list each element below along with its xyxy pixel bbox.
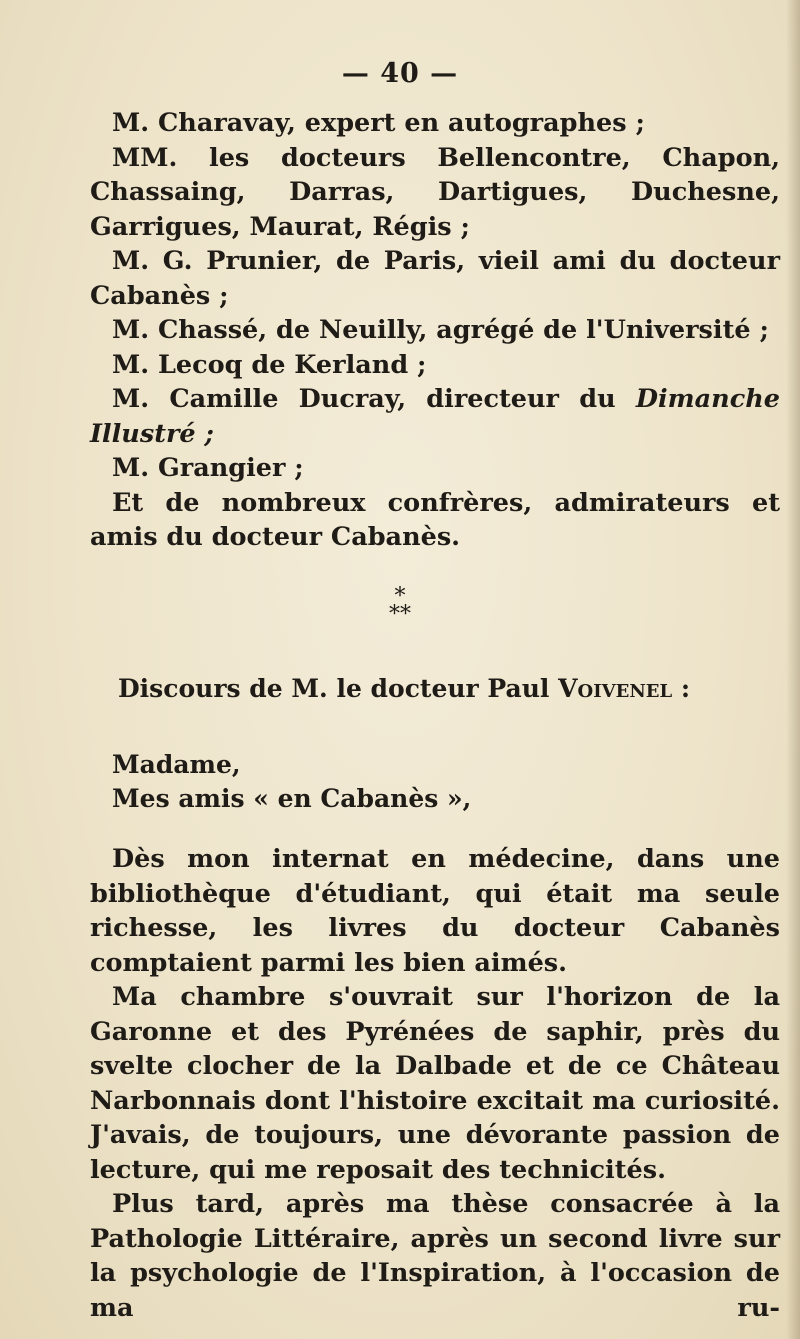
speech-title-prefix: Discours de M. le docteur Paul — [118, 674, 559, 703]
list-item: MM. les docteurs Bellencontre, Chapon, Chassaing, Darras, Dartigues, Duchesne, Garrigues, Maurat, Régis ; — [90, 142, 780, 242]
paragraph: Ma chambre s'ouvrait sur l'horizon de la Garonne et des Pyrénées de saphir, près du svelte clocher de la Dalbade et de ce Château Narbonnais dont l'histoire excitait ma curiosité. J'avais, de toujours, une dévorante passion de lecture, qui me reposait des technicités. — [90, 982, 780, 1185]
list-item: M. Chassé, de Neuilly, agrégé de l'Université ; — [112, 315, 769, 345]
page-edge-shadow — [786, 0, 800, 1339]
list-item: Et de nombreux confrères, admirateurs et amis du docteur Cabanès. — [90, 487, 780, 552]
page-number: — 40 — — [341, 58, 459, 89]
salutation — [112, 748, 471, 816]
list-item: M. Lecoq de Kerland ; — [112, 349, 427, 380]
speech-title-suffix: : — [672, 674, 691, 703]
list-item: M. Grangier ; — [112, 453, 304, 483]
speaker-name: Voivenel — [558, 674, 673, 703]
paragraph: Dès mon internat en médecine, dans une bibliothèque d'étudiant, qui était ma seule richesse, les livres du docteur Cabanès comptaient parmi les bien aimés. — [90, 844, 780, 978]
salutation-line: Madame, — [112, 750, 241, 779]
journal-title: Dimanche Illustré ; — [90, 384, 780, 449]
list-item — [90, 382, 780, 451]
salutation-line: Mes amis « en Cabanès », — [112, 784, 472, 813]
list-item: M. Charavay, expert en autographes ; — [112, 108, 645, 138]
list-item: M. G. Prunier, de Paris, vieil ami du docteur Cabanès ; — [90, 246, 780, 311]
attendee-list — [90, 106, 780, 555]
list-item-text: M. Camille Ducray, directeur du — [112, 384, 636, 414]
speech-title — [118, 674, 690, 703]
speech-body — [90, 842, 780, 1325]
asterism-bottom: ** — [389, 602, 411, 627]
asterism — [0, 584, 800, 627]
asterism-top: * — [394, 584, 406, 609]
paragraph: Plus tard, après ma thèse consacrée à la Pathologie Littéraire, après un second livre sur la psychologie de l'Inspiration, à l'occasion de ma ru- — [90, 1189, 780, 1323]
